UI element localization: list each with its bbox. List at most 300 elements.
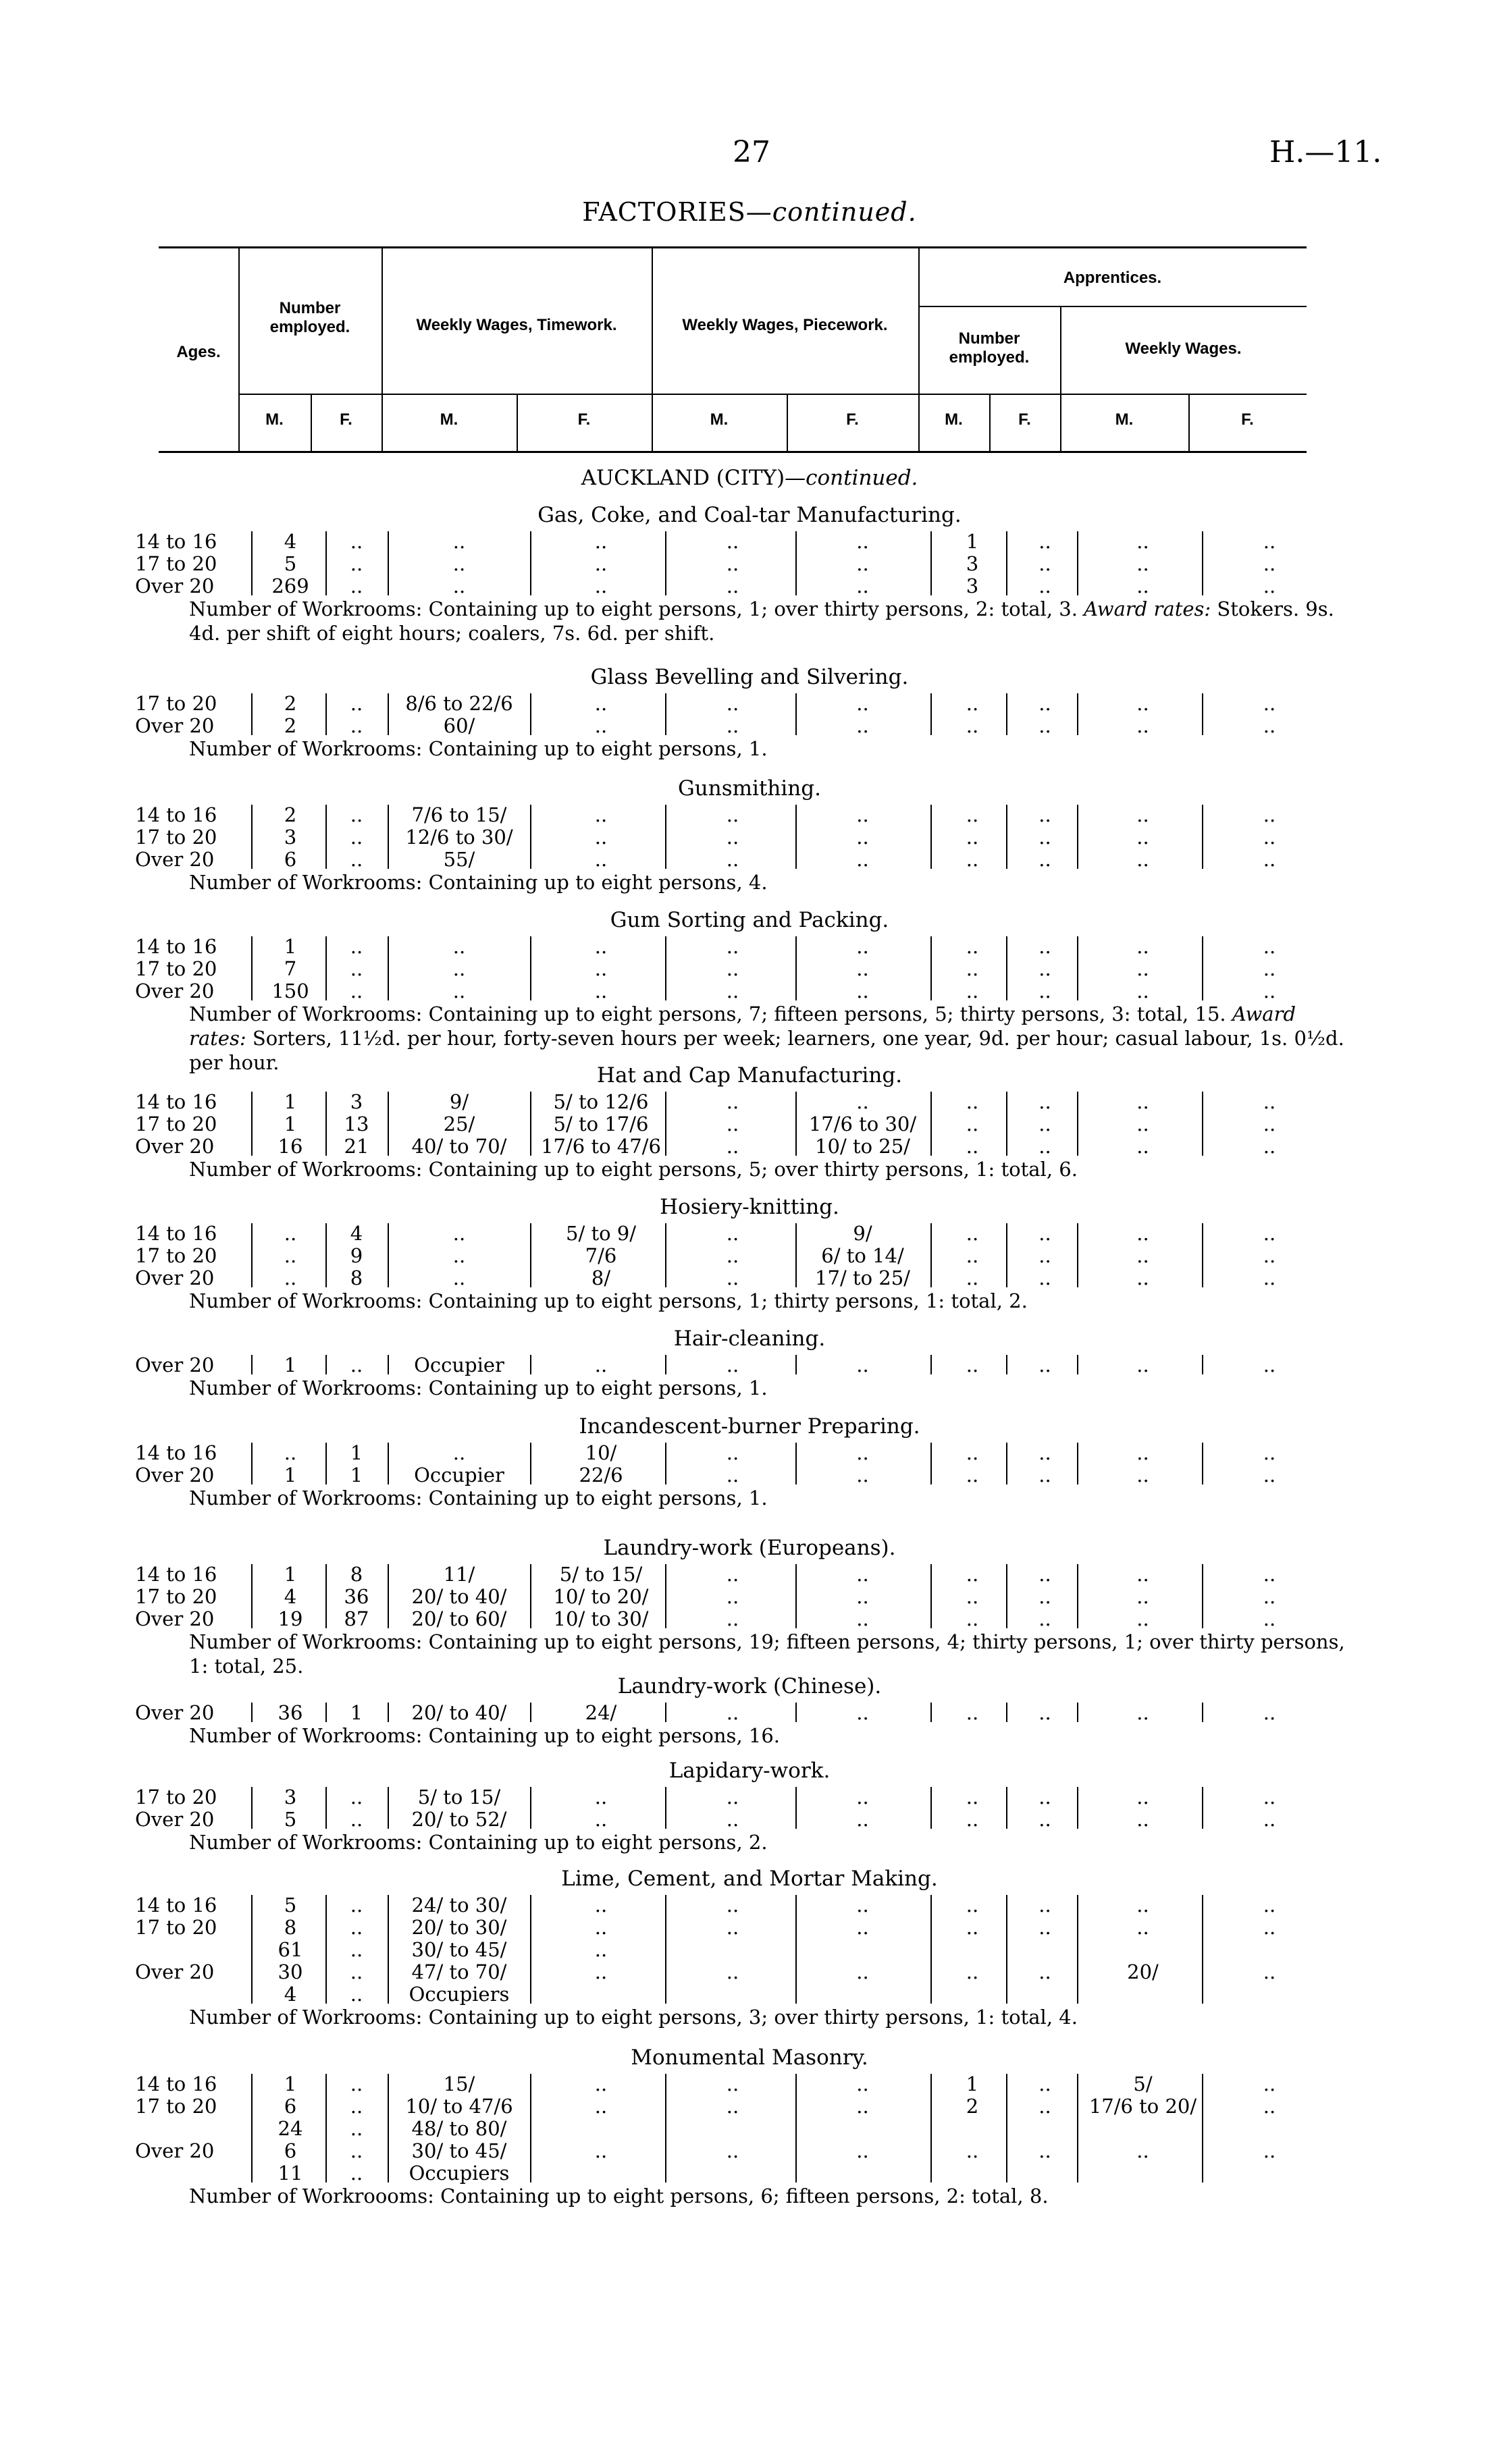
column-rule bbox=[530, 805, 531, 869]
column-rule bbox=[1077, 1355, 1078, 1374]
data-cell: .. bbox=[856, 1960, 869, 1983]
column-rule bbox=[251, 1895, 253, 2004]
data-cell: .. bbox=[1263, 714, 1276, 737]
table-row bbox=[0, 1585, 1499, 1608]
column-rule bbox=[325, 1443, 327, 1484]
data-cell: .. bbox=[1038, 1441, 1051, 1464]
data-cell: .. bbox=[726, 1585, 739, 1608]
data-cell: .. bbox=[452, 1266, 466, 1289]
column-rule bbox=[930, 693, 932, 735]
data-cell: .. bbox=[1136, 1222, 1149, 1245]
data-cell: .. bbox=[1038, 1354, 1051, 1376]
page-title bbox=[0, 197, 1499, 227]
data-cell: .. bbox=[856, 2072, 869, 2095]
column-rule bbox=[1202, 2074, 1203, 2182]
column-rule bbox=[665, 1895, 666, 2004]
data-cell: .. bbox=[1263, 980, 1276, 1002]
data-cell: .. bbox=[966, 1607, 979, 1630]
data-cell: 269 bbox=[271, 574, 309, 597]
data-cell: 3 bbox=[966, 552, 979, 575]
column-rule bbox=[930, 531, 932, 595]
award-rates-text: Sorters, 11½d. per hour, forty-seven hours per week; learners, one year, 9d. per hour; casual labour, 1s. 0½d. per hour. bbox=[189, 1027, 1344, 1074]
data-cell: 48/ to 80/ bbox=[411, 2117, 507, 2140]
data-cell: 4 bbox=[350, 1222, 363, 1245]
column-rule bbox=[795, 531, 797, 595]
column-rule bbox=[388, 805, 389, 869]
data-cell: .. bbox=[1263, 552, 1276, 575]
column-rule bbox=[1202, 531, 1203, 595]
data-cell: Occupier bbox=[414, 1464, 504, 1487]
data-cell: .. bbox=[1038, 1266, 1051, 1289]
section-title: Hosiery-knitting. bbox=[660, 1195, 839, 1219]
data-cell: 55/ bbox=[443, 848, 475, 871]
section-title: Glass Bevelling and Silvering. bbox=[590, 665, 909, 689]
data-cell: .. bbox=[726, 692, 739, 715]
table-row bbox=[0, 1441, 1499, 1464]
column-rule bbox=[1006, 1703, 1007, 1722]
section-title: Lapidary-work. bbox=[668, 1759, 831, 1783]
data-cell: .. bbox=[594, 2139, 608, 2162]
data-cell: .. bbox=[1038, 692, 1051, 715]
data-cell: .. bbox=[856, 826, 869, 849]
data-cell: .. bbox=[856, 1607, 869, 1630]
title-main: FACTORIES bbox=[582, 197, 746, 227]
data-cell: 9 bbox=[350, 1244, 363, 1267]
column-rule bbox=[251, 1443, 253, 1484]
data-cell: .. bbox=[1263, 1354, 1276, 1376]
data-cell: .. bbox=[350, 2095, 363, 2118]
data-cell: .. bbox=[1263, 1266, 1276, 1289]
data-cell: .. bbox=[856, 1808, 869, 1831]
data-cell: .. bbox=[966, 692, 979, 715]
column-rule bbox=[251, 1223, 253, 1287]
column-rule bbox=[325, 693, 327, 735]
age-cell: 17 to 20 bbox=[135, 826, 217, 849]
section-title: Laundry-work (Chinese). bbox=[617, 1674, 882, 1698]
data-cell: .. bbox=[1038, 1464, 1051, 1487]
data-cell: .. bbox=[1038, 1916, 1051, 1939]
data-cell: .. bbox=[1263, 957, 1276, 980]
section-title: Laundry-work (Europeans). bbox=[603, 1536, 896, 1560]
data-cell: 8 bbox=[350, 1563, 363, 1586]
data-cell: .. bbox=[726, 1916, 739, 1939]
data-cell: .. bbox=[856, 714, 869, 737]
column-rule bbox=[530, 1787, 531, 1829]
data-cell: .. bbox=[1263, 1786, 1276, 1809]
data-cell: .. bbox=[856, 692, 869, 715]
note-text: Number of Workrooms: Containing up to eight persons, 5; over thirty persons, 1: total, 6. bbox=[189, 1158, 1078, 1181]
data-cell: .. bbox=[856, 1916, 869, 1939]
data-cell: 24 bbox=[278, 2117, 303, 2140]
header-f: F. bbox=[1018, 410, 1031, 429]
data-cell: .. bbox=[966, 1701, 979, 1724]
data-cell: .. bbox=[1136, 574, 1149, 597]
data-cell: .. bbox=[1038, 1563, 1051, 1586]
data-cell: .. bbox=[1038, 2095, 1051, 2118]
data-cell: .. bbox=[594, 1786, 608, 1809]
column-rule bbox=[1006, 936, 1007, 1000]
data-cell: .. bbox=[350, 957, 363, 980]
data-cell: .. bbox=[726, 1266, 739, 1289]
data-cell: .. bbox=[1038, 2072, 1051, 2095]
data-cell: .. bbox=[452, 552, 466, 575]
data-cell: .. bbox=[1263, 530, 1276, 553]
header-f: F. bbox=[1241, 410, 1254, 429]
data-cell: .. bbox=[452, 530, 466, 553]
data-cell: .. bbox=[1263, 1244, 1276, 1267]
table-row bbox=[0, 1464, 1499, 1487]
data-cell: .. bbox=[350, 530, 363, 553]
column-rule bbox=[325, 1787, 327, 1829]
data-cell: .. bbox=[726, 1354, 739, 1376]
data-cell: .. bbox=[966, 826, 979, 849]
age-cell: 14 to 16 bbox=[135, 1441, 217, 1464]
data-cell: .. bbox=[1263, 935, 1276, 958]
data-cell: 17/6 to 20/ bbox=[1088, 2095, 1197, 2118]
data-cell: 1 bbox=[284, 1113, 297, 1135]
data-cell: Occupier bbox=[414, 1354, 504, 1376]
table-row bbox=[0, 1808, 1499, 1831]
table-row bbox=[0, 803, 1499, 826]
header-number-employed: Number employed. bbox=[269, 299, 350, 336]
table-row bbox=[0, 1983, 1499, 2006]
table-row bbox=[0, 1090, 1499, 1113]
table-row bbox=[0, 1701, 1499, 1724]
column-rule bbox=[1006, 1895, 1007, 2004]
age-cell: 14 to 16 bbox=[135, 1222, 217, 1245]
note-text: Number of Workrooms: Containing up to eight persons, 19; fifteen persons, 4; thirty persons, 1; over thirty persons, 1: total, 25. bbox=[189, 1630, 1345, 1678]
column-rule bbox=[530, 1223, 531, 1287]
table-row bbox=[0, 2139, 1499, 2162]
data-cell: .. bbox=[452, 1222, 466, 1245]
data-cell: .. bbox=[1136, 1894, 1149, 1917]
data-cell: .. bbox=[1263, 1701, 1276, 1724]
data-cell: .. bbox=[1038, 1090, 1051, 1113]
data-cell: .. bbox=[1038, 1808, 1051, 1831]
data-cell: .. bbox=[1038, 1244, 1051, 1267]
table-row bbox=[0, 1135, 1499, 1158]
data-cell: .. bbox=[856, 1786, 869, 1809]
data-cell: .. bbox=[452, 1441, 466, 1464]
data-cell: 8 bbox=[284, 1916, 297, 1939]
column-rule bbox=[388, 1223, 389, 1287]
data-cell: 3 bbox=[350, 1090, 363, 1113]
data-cell: .. bbox=[966, 714, 979, 737]
column-rule bbox=[530, 693, 531, 735]
column-rule bbox=[388, 1895, 389, 2004]
column-rule bbox=[795, 1443, 797, 1484]
data-cell: .. bbox=[1263, 1135, 1276, 1158]
data-cell: .. bbox=[350, 714, 363, 737]
data-cell: .. bbox=[1136, 1354, 1149, 1376]
data-cell: Occupiers bbox=[409, 1983, 510, 2006]
column-rule bbox=[251, 805, 253, 869]
column-rule bbox=[1202, 1703, 1203, 1722]
data-cell: .. bbox=[1263, 2139, 1276, 2162]
data-cell: .. bbox=[350, 980, 363, 1002]
data-cell: .. bbox=[1263, 1113, 1276, 1135]
data-cell: .. bbox=[1038, 1113, 1051, 1135]
column-rule bbox=[325, 936, 327, 1000]
data-cell: .. bbox=[1136, 1786, 1149, 1809]
data-cell: 5/ to 15/ bbox=[559, 1563, 643, 1586]
data-cell: .. bbox=[1136, 714, 1149, 737]
data-cell: .. bbox=[966, 1585, 979, 1608]
data-cell: .. bbox=[856, 574, 869, 597]
data-cell: 4 bbox=[284, 1585, 297, 1608]
data-cell: .. bbox=[594, 2072, 608, 2095]
age-cell: 14 to 16 bbox=[135, 530, 217, 553]
table-row bbox=[0, 848, 1499, 871]
data-cell: .. bbox=[350, 1983, 363, 2006]
data-cell: .. bbox=[594, 1354, 608, 1376]
column-rule bbox=[665, 693, 666, 735]
data-cell: .. bbox=[726, 1113, 739, 1135]
column-rule bbox=[1202, 1092, 1203, 1156]
column-rule bbox=[388, 1703, 389, 1722]
column-rule bbox=[930, 1564, 932, 1628]
column-rule bbox=[1202, 1895, 1203, 2004]
column-rule bbox=[1006, 1355, 1007, 1374]
data-cell: .. bbox=[726, 574, 739, 597]
note-text: Number of Workrooms: Containing up to eight persons, 4. bbox=[189, 871, 768, 894]
column-rule bbox=[1202, 1443, 1203, 1484]
age-cell: 14 to 16 bbox=[135, 1090, 217, 1113]
column-rule bbox=[1077, 1703, 1078, 1722]
column-rule bbox=[1006, 531, 1007, 595]
column-rule bbox=[388, 1787, 389, 1829]
data-cell: 1 bbox=[284, 1464, 297, 1487]
column-rule bbox=[1077, 693, 1078, 735]
column-rule bbox=[388, 693, 389, 735]
data-cell: .. bbox=[594, 848, 608, 871]
column-rule bbox=[665, 2074, 666, 2182]
data-cell: .. bbox=[1038, 848, 1051, 871]
column-rule bbox=[325, 531, 327, 595]
data-cell: .. bbox=[856, 1441, 869, 1464]
table-row bbox=[0, 826, 1499, 849]
column-rule bbox=[1077, 2074, 1078, 2182]
age-cell: Over 20 bbox=[135, 1266, 215, 1289]
column-rule bbox=[530, 1895, 531, 2004]
column-rule bbox=[325, 1895, 327, 2004]
column-rule bbox=[665, 1223, 666, 1287]
data-cell: .. bbox=[594, 1916, 608, 1939]
data-cell: .. bbox=[1136, 1563, 1149, 1586]
data-cell: .. bbox=[1038, 1786, 1051, 1809]
data-cell: .. bbox=[856, 1585, 869, 1608]
age-cell: Over 20 bbox=[135, 1808, 215, 1831]
note-text: Number of Workrooms: Containing up to eight persons, 1. bbox=[189, 737, 768, 760]
data-cell: 6 bbox=[284, 2095, 297, 2118]
column-rule bbox=[1202, 1355, 1203, 1374]
column-rule bbox=[795, 936, 797, 1000]
data-cell: 5/ to 12/6 bbox=[553, 1090, 649, 1113]
data-cell: 5/ to 9/ bbox=[566, 1222, 636, 1245]
data-cell: .. bbox=[1136, 1464, 1149, 1487]
column-rule bbox=[795, 1092, 797, 1156]
column-rule bbox=[1006, 2074, 1007, 2182]
data-cell: .. bbox=[1263, 803, 1276, 826]
data-cell: .. bbox=[1263, 2095, 1276, 2118]
data-cell: .. bbox=[1136, 530, 1149, 553]
column-rule bbox=[1077, 1564, 1078, 1628]
table-row bbox=[0, 1894, 1499, 1917]
data-cell: .. bbox=[726, 1135, 739, 1158]
column-rule bbox=[795, 1223, 797, 1287]
workrooms-note bbox=[189, 870, 1350, 894]
data-cell: .. bbox=[726, 714, 739, 737]
data-cell: .. bbox=[726, 848, 739, 871]
data-cell: .. bbox=[726, 803, 739, 826]
column-rule bbox=[1006, 1443, 1007, 1484]
column-rule bbox=[930, 936, 932, 1000]
data-cell: .. bbox=[1038, 1701, 1051, 1724]
region-name: AUCKLAND (CITY) bbox=[581, 466, 785, 490]
data-cell: .. bbox=[350, 574, 363, 597]
data-cell: 8/ bbox=[591, 1266, 611, 1289]
table-row bbox=[0, 2072, 1499, 2095]
data-cell: .. bbox=[1038, 574, 1051, 597]
workrooms-note bbox=[189, 2184, 1350, 2208]
table-row bbox=[0, 980, 1499, 1002]
data-cell: .. bbox=[594, 935, 608, 958]
column-rule bbox=[325, 1223, 327, 1287]
data-cell: 6 bbox=[284, 2139, 297, 2162]
column-rule bbox=[251, 936, 253, 1000]
data-cell: .. bbox=[856, 848, 869, 871]
column-rule bbox=[930, 1443, 932, 1484]
data-cell: .. bbox=[1263, 692, 1276, 715]
table-row bbox=[0, 2095, 1499, 2118]
data-cell: 20/ to 30/ bbox=[411, 1916, 507, 1939]
award-rates-label: Award rates: bbox=[1084, 597, 1211, 620]
data-cell: .. bbox=[726, 1563, 739, 1586]
header-f: F. bbox=[846, 410, 859, 429]
data-cell: .. bbox=[966, 1464, 979, 1487]
data-cell: .. bbox=[966, 1354, 979, 1376]
data-cell: .. bbox=[1038, 935, 1051, 958]
data-cell: .. bbox=[856, 1894, 869, 1917]
data-cell: .. bbox=[594, 2095, 608, 2118]
data-cell: 25/ bbox=[443, 1113, 475, 1135]
data-cell: 40/ to 70/ bbox=[411, 1135, 507, 1158]
table-row bbox=[0, 2162, 1499, 2185]
note-text: Number of Workrooms: Containing up to eight persons, 1. bbox=[189, 1487, 768, 1509]
table-row bbox=[0, 1607, 1499, 1630]
data-cell: .. bbox=[1136, 692, 1149, 715]
data-cell: 20/ to 60/ bbox=[411, 1607, 507, 1630]
data-cell: 24/ to 30/ bbox=[411, 1894, 507, 1917]
age-cell: Over 20 bbox=[135, 1354, 215, 1376]
column-rule bbox=[530, 2074, 531, 2182]
data-cell: .. bbox=[1038, 1894, 1051, 1917]
data-cell: .. bbox=[966, 2139, 979, 2162]
age-cell: 17 to 20 bbox=[135, 1585, 217, 1608]
data-cell: .. bbox=[1136, 935, 1149, 958]
data-cell: .. bbox=[594, 1894, 608, 1917]
column-rule bbox=[325, 1703, 327, 1722]
column-rule bbox=[1202, 1787, 1203, 1829]
data-cell: .. bbox=[966, 980, 979, 1002]
column-rule bbox=[1006, 805, 1007, 869]
data-cell: 8 bbox=[350, 1266, 363, 1289]
data-cell: .. bbox=[726, 1960, 739, 1983]
section-title: Monumental Masonry. bbox=[631, 2045, 868, 2070]
data-cell: .. bbox=[594, 1938, 608, 1961]
data-cell: .. bbox=[856, 1090, 869, 1113]
section-title: Gunsmithing. bbox=[678, 776, 821, 801]
data-cell: .. bbox=[284, 1222, 297, 1245]
data-cell: .. bbox=[856, 957, 869, 980]
data-cell: .. bbox=[1263, 1960, 1276, 1983]
data-cell: .. bbox=[1136, 1090, 1149, 1113]
data-cell: .. bbox=[1263, 1894, 1276, 1917]
data-cell: 36 bbox=[278, 1701, 303, 1724]
column-rule bbox=[665, 1564, 666, 1628]
data-cell: .. bbox=[726, 1222, 739, 1245]
data-cell: 20/ to 52/ bbox=[411, 1808, 507, 1831]
data-cell: .. bbox=[1136, 1585, 1149, 1608]
data-cell: Occupiers bbox=[409, 2162, 510, 2185]
data-cell: .. bbox=[594, 552, 608, 575]
column-rule bbox=[930, 1355, 932, 1374]
column-rule bbox=[1077, 1787, 1078, 1829]
age-cell: Over 20 bbox=[135, 2139, 215, 2162]
workrooms-note bbox=[189, 597, 1350, 645]
data-cell: 3 bbox=[284, 826, 297, 849]
age-cell: Over 20 bbox=[135, 980, 215, 1002]
column-rule bbox=[665, 1092, 666, 1156]
data-cell: 47/ to 70/ bbox=[411, 1960, 507, 1983]
data-cell: 2 bbox=[284, 803, 297, 826]
column-rule bbox=[1202, 1223, 1203, 1287]
column-rule bbox=[251, 693, 253, 735]
data-cell: .. bbox=[1263, 1464, 1276, 1487]
data-cell: 7/6 to 15/ bbox=[411, 803, 507, 826]
data-cell: 1 bbox=[350, 1701, 363, 1724]
column-rule bbox=[251, 1787, 253, 1829]
table-row bbox=[0, 1938, 1499, 1961]
data-cell: .. bbox=[350, 2072, 363, 2095]
data-cell: 1 bbox=[350, 1464, 363, 1487]
table-header bbox=[159, 246, 1307, 453]
data-cell: .. bbox=[966, 957, 979, 980]
data-cell: .. bbox=[726, 1701, 739, 1724]
column-rule bbox=[795, 1564, 797, 1628]
data-cell: .. bbox=[856, 1464, 869, 1487]
data-cell: .. bbox=[1263, 1090, 1276, 1113]
column-rule bbox=[795, 693, 797, 735]
data-cell: .. bbox=[1038, 1135, 1051, 1158]
data-cell: .. bbox=[284, 1441, 297, 1464]
column-rule bbox=[251, 1355, 253, 1374]
data-cell: .. bbox=[1038, 980, 1051, 1002]
column-rule bbox=[388, 531, 389, 595]
column-rule bbox=[665, 1355, 666, 1374]
data-cell: .. bbox=[856, 935, 869, 958]
data-cell: .. bbox=[1263, 848, 1276, 871]
data-cell: .. bbox=[726, 2139, 739, 2162]
column-rule bbox=[1202, 936, 1203, 1000]
data-cell: 7/6 bbox=[585, 1244, 617, 1267]
data-cell: 5/ to 15/ bbox=[417, 1786, 501, 1809]
data-cell: .. bbox=[1136, 1113, 1149, 1135]
data-cell: .. bbox=[726, 552, 739, 575]
header-weekly-wages-timework: Weekly Wages, Timework. bbox=[416, 316, 617, 334]
data-cell: .. bbox=[726, 957, 739, 980]
data-cell: .. bbox=[966, 1563, 979, 1586]
